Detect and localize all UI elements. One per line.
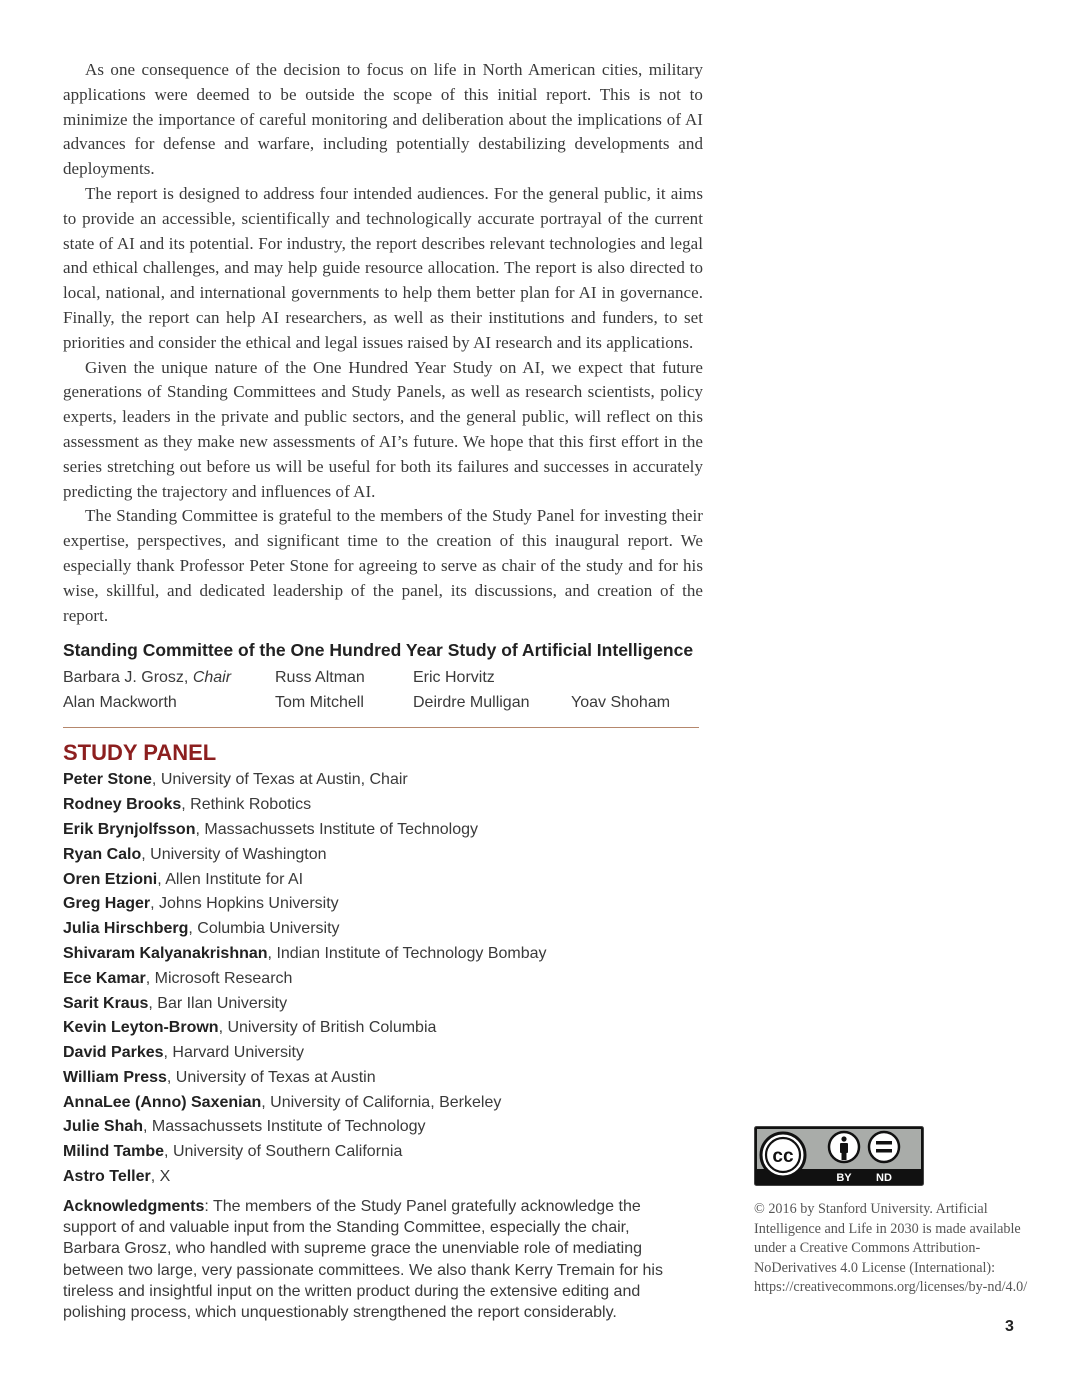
member-affiliation: , University of Texas at Austin, Chair <box>151 771 408 789</box>
panel-member <box>63 1091 703 1116</box>
committee-row <box>63 690 703 715</box>
panel-member <box>63 1115 703 1140</box>
committee-chair-role: Chair <box>192 669 232 687</box>
member-name: Peter Stone <box>63 771 152 789</box>
member-affiliation: , Columbia University <box>188 920 340 938</box>
by-label: BY <box>836 1172 852 1184</box>
panel-member <box>63 1140 703 1165</box>
panel-member <box>63 1165 703 1190</box>
acknowledgments <box>63 1196 683 1324</box>
paragraph: As one consequence of the decision to focus on life in North American cities, military applications were deemed to be outside the scope of this initial report. This is not to minimize the importance of careful monitoring and deliberation about the implications of AI advances for defense and warfare, including potentially destabilizing developments and deployments. <box>63 60 703 179</box>
member-affiliation: , Massachussets Institute of Technology <box>195 820 479 838</box>
committee-member: Eric Horvitz <box>413 669 495 687</box>
acknowledgments-label: Acknowledgments <box>63 1197 205 1215</box>
paragraph: Given the unique nature of the One Hundred Year Study on AI, we expect that future generations of Standing Committees and Study Panels, as well as research scientists, policy experts, leaders in the private and public sectors, and the general public, will reflect on this assessment as they make new assessments of AI’s future. We hope that this first effort in the series stretching out before us will be useful for both its failures and successes in accurately predicting the trajectory and influences of AI. <box>63 357 703 501</box>
member-affiliation: , University of Washington <box>141 845 327 863</box>
member-name: AnnaLee (Anno) Saxenian <box>63 1093 262 1111</box>
committee-member: Russ Altman <box>275 669 365 687</box>
panel-member <box>63 967 703 992</box>
member-name: Erik Brynjolfsson <box>63 820 196 838</box>
member-affiliation: , Harvard University <box>163 1044 304 1062</box>
member-affiliation: , University of Texas at Austin <box>166 1068 376 1086</box>
member-name: Julia Hirschberg <box>63 920 189 938</box>
member-name: Greg Hager <box>63 895 151 913</box>
panel-member <box>63 1016 703 1041</box>
cc-label: cc <box>772 1146 794 1167</box>
member-name: Kevin Leyton-Brown <box>63 1019 219 1037</box>
member-affiliation: , Allen Institute for AI <box>157 870 304 888</box>
panel-member <box>63 992 703 1017</box>
panel-member <box>63 843 703 868</box>
member-name: Sarit Kraus <box>63 994 149 1012</box>
committee-member <box>63 665 231 690</box>
committee-row <box>63 665 703 690</box>
section-divider <box>63 727 699 728</box>
member-affiliation: , University of British Columbia <box>218 1019 437 1037</box>
committee-list <box>63 665 703 715</box>
panel-member <box>63 868 703 893</box>
panel-member <box>63 917 703 942</box>
panel-member <box>63 793 703 818</box>
panel-member <box>63 892 703 917</box>
page-number: 3 <box>1005 1318 1014 1335</box>
member-name: Milind Tambe <box>63 1143 165 1161</box>
committee-member: Alan Mackworth <box>63 694 177 712</box>
committee-member: Tom Mitchell <box>275 694 364 712</box>
nd-label: ND <box>876 1172 892 1184</box>
intro-body <box>63 58 703 628</box>
member-name: Oren Etzioni <box>63 870 158 888</box>
committee-title: Standing Committee of the One Hundred Year Study of Artificial Intelligence <box>63 640 694 661</box>
member-name: Julie Shah <box>63 1118 144 1136</box>
member-affiliation: , Massachussets Institute of Technology <box>143 1118 426 1136</box>
member-affiliation: , Indian Institute of Technology Bombay <box>267 944 547 962</box>
study-panel-heading: STUDY PANEL <box>63 740 217 766</box>
main-column <box>63 58 703 1324</box>
panel-member <box>63 818 703 843</box>
acknowledgments-text: : The members of the Study Panel gratefully acknowledge the support of and valuable input from the Standing Committee, especially the chair, Barbara Grosz, who handled with supreme grace the unenviable role of mediating between two large, very passionate committees. We also thank Kerry Tremain for his tireless and insightful input on the written product during the extensive editing and polishing process, which unquestionably strengthened the report considerably. <box>63 1197 663 1322</box>
panel-member <box>63 768 703 793</box>
member-affiliation: , University of Southern California <box>164 1143 403 1161</box>
member-affiliation: , Rethink Robotics <box>181 796 312 814</box>
study-panel-list <box>63 768 703 1190</box>
member-affiliation: , Microsoft Research <box>145 969 293 987</box>
panel-member <box>63 1066 703 1091</box>
member-affiliation: , University of California, Berkeley <box>261 1093 502 1111</box>
panel-member <box>63 1041 703 1066</box>
member-name: David Parkes <box>63 1044 164 1062</box>
member-name: Ece Kamar <box>63 969 146 987</box>
member-name: William Press <box>63 1068 167 1086</box>
member-name: Astro Teller <box>63 1168 151 1186</box>
member-name: Rodney Brooks <box>63 796 182 814</box>
member-affiliation: , Bar Ilan University <box>148 994 288 1012</box>
committee-member: Deirdre Mulligan <box>413 694 530 712</box>
member-name: Shivaram Kalyanakrishnan <box>63 944 268 962</box>
committee-chair-name: Barbara J. Grosz, <box>63 669 193 687</box>
copyright-notice: © 2016 by Stanford University. Artificial Intelligence and Life in 2030 is made available under a Creative Commons Attribution-NoDerivatives 4.0 License (International): https://creativecommons.org/licenses/by-nd/4.0/ <box>754 1201 1028 1296</box>
committee-member: Yoav Shoham <box>571 694 671 712</box>
cc-license-badge[interactable] <box>754 1126 924 1186</box>
paragraph: The Standing Committee is grateful to the members of the Study Panel for investing their expertise, perspectives, and significant time to the creation of this inaugural report. We especially thank Professor Peter Stone for agreeing to serve as chair of the study and for his wise, skillful, and dedicated leadership of the panel, its discussions, and creation of the report. <box>63 506 703 625</box>
paragraph: The report is designed to address four intended audiences. For the general public, it aims to provide an accessible, scientifically and technologically accurate portrayal of the current state of AI and its potential. For industry, the report describes relevant technologies and legal and ethical challenges, and may help guide resource allocation. The report is also directed to local, national, and international governments to help them better plan for AI in governance. Finally, the report can help AI researchers, as well as their institutions and funders, to set priorities and consider the ethical and legal issues raised by AI research and its applications. <box>63 183 703 352</box>
member-name: Ryan Calo <box>63 845 142 863</box>
member-affiliation: , Johns Hopkins University <box>150 895 339 913</box>
cc-by-nd-icon <box>754 1126 924 1186</box>
member-affiliation: , X <box>150 1168 171 1186</box>
panel-member <box>63 942 703 967</box>
